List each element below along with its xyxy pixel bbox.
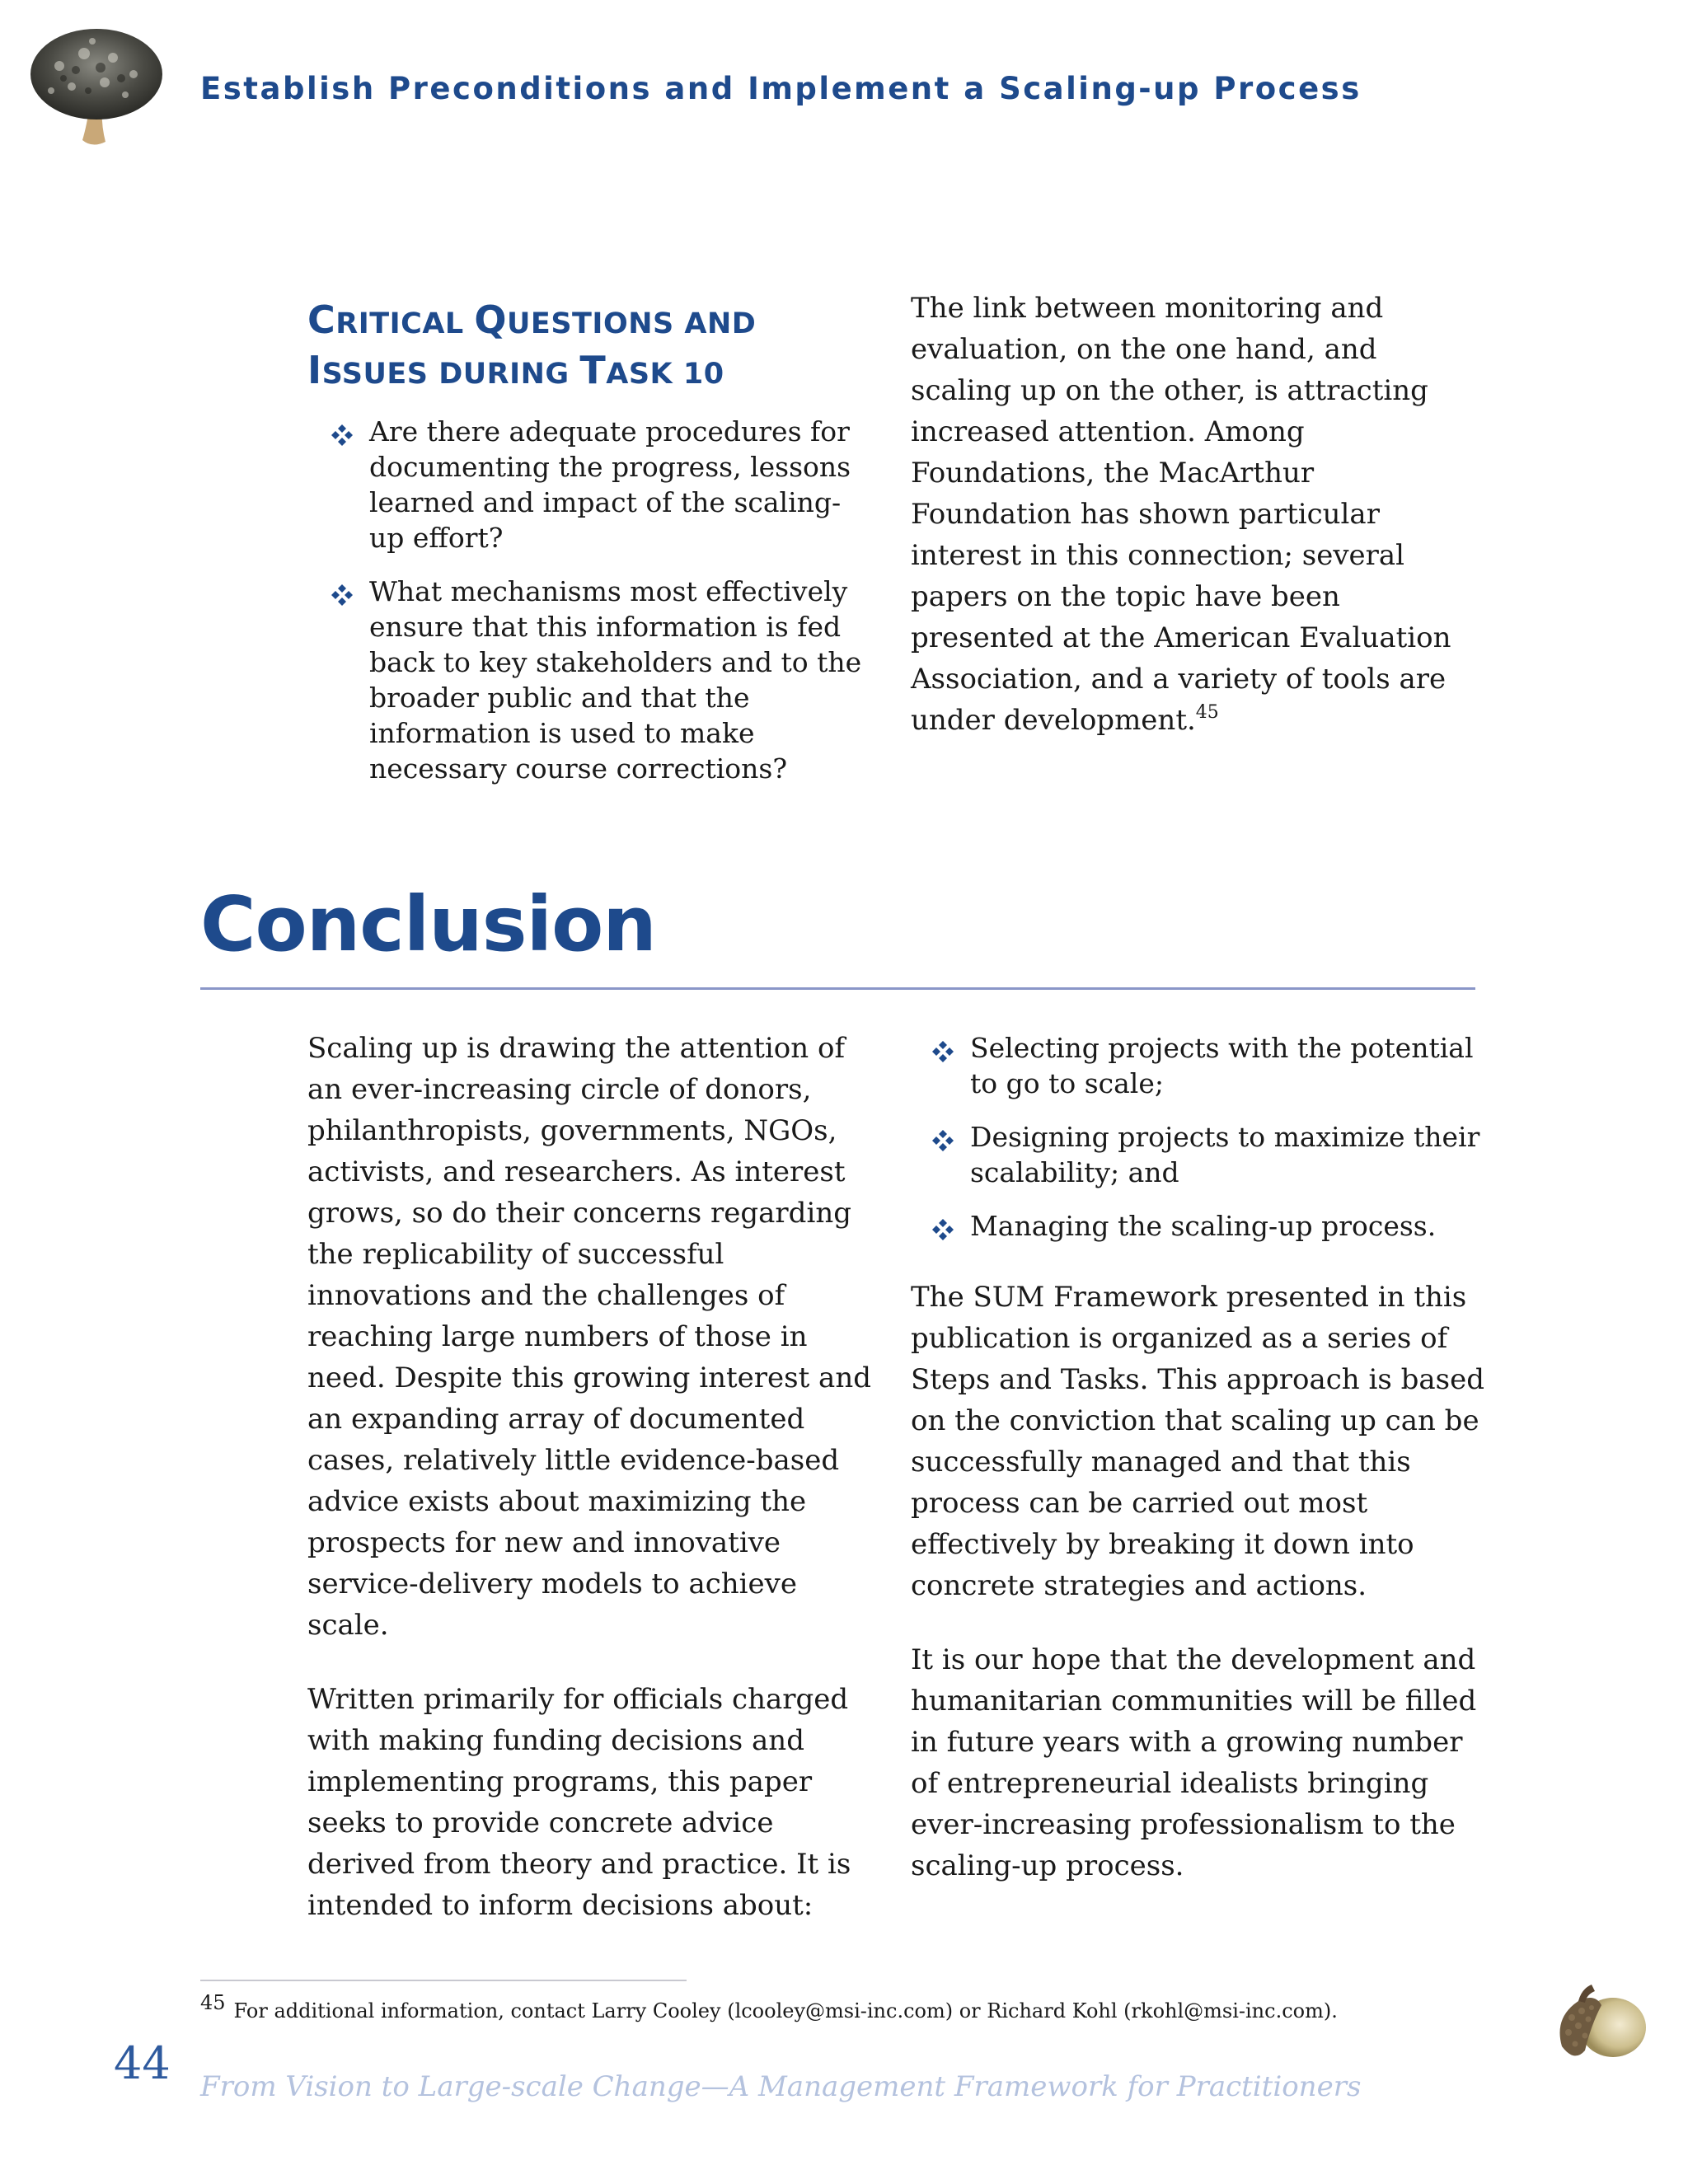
decision-list xyxy=(931,1030,1484,1262)
footnote xyxy=(200,1988,1338,2026)
acorn-icon xyxy=(1545,1968,1653,2075)
heading-line-1: CRITICAL QUESTIONS AND xyxy=(307,298,757,342)
page-number: 44 xyxy=(114,2037,171,2089)
diamond-bullet-icon xyxy=(931,1218,954,1241)
conclusion-paragraph: Scaling up is drawing the attention of an ever-increasing circle of donors, philanthropists, governments, NGOs, activists, and researchers. As interest grows, so do their concerns regarding the replicability of successful innovations and the challenges of reaching large numbers of those in need. Despite this growing interest and an expanding array of documented cases, relatively little evidence-based advice exists about maximizing the prospects for new and innovative service-delivery models to achieve scale. xyxy=(307,1032,871,1642)
list-item: Selecting projects with the potential to go to scale; xyxy=(931,1030,1484,1101)
heading-line-2: ISSUES DURING TASK 10 xyxy=(307,348,724,392)
monitoring-paragraph: The link between monitoring and evaluation, on the one hand, and scaling up on the other, is attracting increased attention. Among Foundations, the MacArthur Foundation has shown particular interest in this connection; several papers on the topic have been presented at the American Evaluation Association, and a variety of tools are under development.$^{45}$ xyxy=(911,292,1451,737)
footnote-text: For additional information, contact Larry Cooley (lcooley@msi-inc.com) or Richard Kohl (rkohl@msi-inc.com). xyxy=(233,1999,1338,2022)
diamond-bullet-icon xyxy=(331,583,354,607)
list-item: What mechanisms most effectively ensure that this information is fed back to key stakeholders and to the broader public and that the information is used to make necessary course corrections? xyxy=(331,574,866,786)
section-rule xyxy=(200,987,1475,990)
running-head: Establish Preconditions and Implement a Scaling-up Process xyxy=(200,71,1362,106)
diamond-bullet-icon xyxy=(331,424,354,447)
footnote-number: 45 xyxy=(200,1991,226,2014)
footnote-rule xyxy=(200,1980,687,1981)
conclusion-paragraph: Written primarily for officials charged with making funding decisions and implementing programs, this paper seeks to provide concrete advice derived from theory and practice. It is intended to inform decisions about: xyxy=(307,1683,851,1922)
conclusion-paragraph: The SUM Framework presented in this publication is organized as a series of Steps and Tasks. This approach is based on the conviction that scaling up can be successfully managed and that this process can be carried out most effectively by breaking it down into concrete strategies and actions. xyxy=(911,1281,1485,1602)
conclusion-right-column xyxy=(911,1277,1488,1919)
diamond-bullet-icon xyxy=(931,1129,954,1152)
footnote-ref[interactable]: 45 xyxy=(1195,702,1219,723)
conclusion-left-column xyxy=(307,1028,884,1959)
tree-icon xyxy=(26,16,166,157)
critical-questions-list xyxy=(331,414,866,804)
conclusion-title: Conclusion xyxy=(200,880,656,968)
critical-questions-heading xyxy=(307,297,868,397)
running-foot: From Vision to Large-scale Change—A Management Framework for Practitioners xyxy=(200,2070,1362,2103)
list-item: Managing the scaling-up process. xyxy=(931,1208,1484,1244)
list-item: Designing projects to maximize their scalability; and xyxy=(931,1119,1484,1190)
conclusion-paragraph: It is our hope that the development and humanitarian communities will be filled in future years with a growing number of entrepreneurial idealists bringing ever-increasing professionalism to the scaling-up process. xyxy=(911,1643,1477,1882)
diamond-bullet-icon xyxy=(931,1040,954,1063)
list-item: Are there adequate procedures for documenting the progress, lessons learned and impact of the scaling-up effort? xyxy=(331,414,866,555)
